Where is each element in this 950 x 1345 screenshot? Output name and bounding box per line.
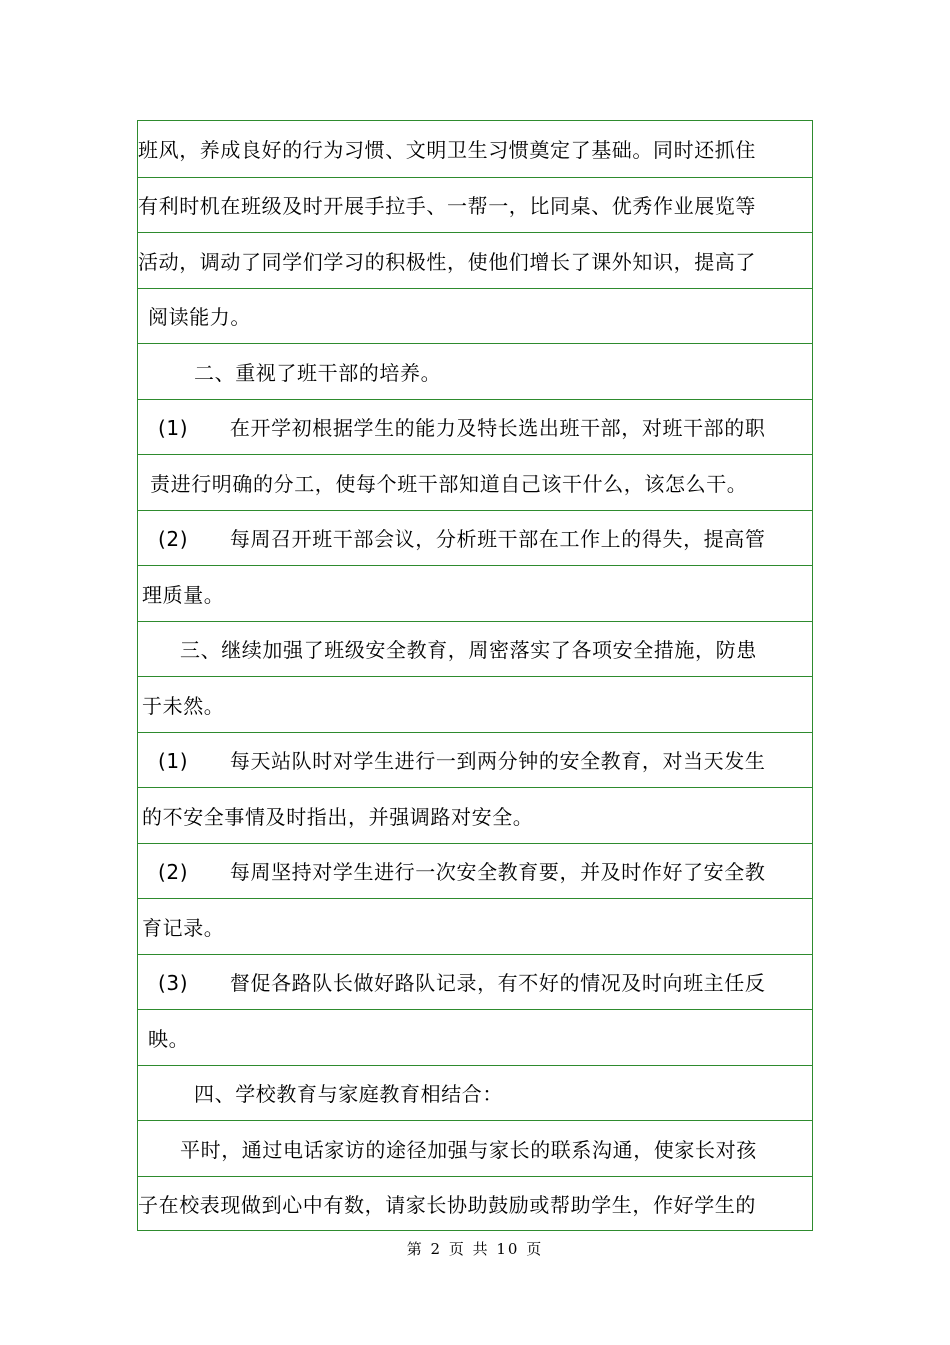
text-line-content: 平时，通过电话家访的途径加强与家长的联系沟通，使家长对孩 (180, 1137, 757, 1162)
text-line (138, 343, 812, 399)
text-line (138, 732, 812, 788)
text-line (138, 121, 812, 177)
text-line-content: 二、重视了班干部的培养。 (194, 360, 442, 385)
text-line (138, 676, 812, 732)
page-footer: 第 2 页 共 10 页 (406, 1240, 544, 1258)
text-line-content: 阅读能力。 (148, 305, 251, 330)
text-line-content: 有利时机在班级及时开展手拉手、一帮一，比同桌、优秀作业展览等 (138, 194, 756, 219)
text-line-content: (1) 在开学初根据学生的能力及特长选出班干部，对班干部的职 (158, 416, 766, 441)
text-line-content: 班风，养成良好的行为习惯、文明卫生习惯奠定了基础。同时还抓住 (138, 138, 756, 163)
text-line (138, 1065, 812, 1121)
text-line-content: 三、继续加强了班级安全教育，周密落实了各项安全措施，防患 (180, 638, 757, 663)
text-line (138, 1009, 812, 1065)
text-line (138, 177, 812, 233)
text-line-content: 映。 (148, 1026, 190, 1051)
text-line-content: 的不安全事情及时指出，并强调路对安全。 (142, 804, 534, 829)
text-line (138, 399, 812, 455)
text-line-content: (2) 每周坚持对学生进行一次安全教育要，并及时作好了安全教 (158, 860, 766, 885)
text-line-content: 于未然。 (142, 693, 225, 718)
text-line (138, 565, 812, 621)
text-line (138, 621, 812, 677)
text-line (138, 288, 812, 344)
text-line (138, 843, 812, 899)
text-line-content: 责进行明确的分工，使每个班干部知道自己该干什么，该怎么干。 (150, 471, 748, 496)
text-line-content: 活动，调动了同学们学习的积极性，使他们增长了课外知识，提高了 (138, 249, 756, 274)
document-body (137, 120, 813, 1231)
text-line (138, 454, 812, 510)
text-line-content: (3) 督促各路队长做好路队记录，有不好的情况及时向班主任反 (158, 971, 766, 996)
text-line-content: (2) 每周召开班干部会议，分析班干部在工作上的得失，提高管 (158, 527, 766, 552)
text-line (138, 232, 812, 288)
text-line-content: 育记录。 (142, 915, 225, 940)
text-line (138, 787, 812, 843)
text-line (138, 1176, 812, 1232)
text-line-content: 理质量。 (142, 582, 225, 607)
text-line (138, 510, 812, 566)
text-line-content: 子在校表现做到心中有数，请家长协助鼓励或帮助学生，作好学生的 (138, 1193, 756, 1218)
text-line (138, 898, 812, 954)
text-line (138, 1120, 812, 1176)
text-line-content: (1) 每天站队时对学生进行一到两分钟的安全教育，对当天发生 (158, 749, 766, 774)
text-line (138, 954, 812, 1010)
text-line-content: 四、学校教育与家庭教育相结合： (194, 1082, 503, 1107)
